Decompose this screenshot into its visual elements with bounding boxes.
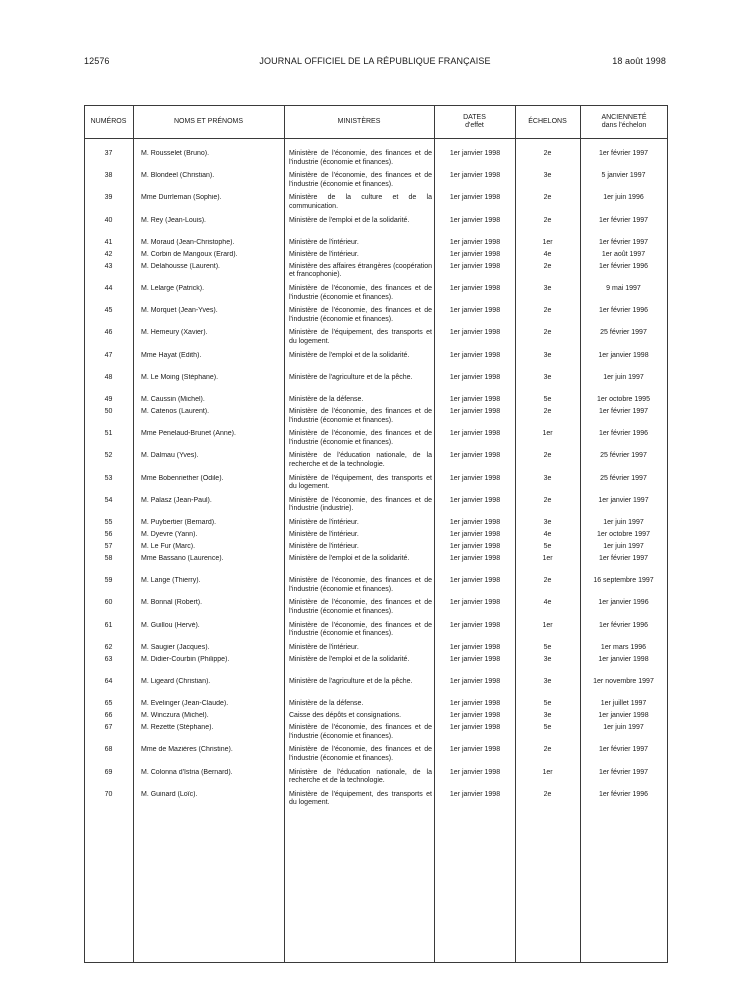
journal-title: JOURNAL OFFICIEL DE LA RÉPUBLIQUE FRANÇAISE	[259, 56, 491, 66]
row-date: 1er janvier 1998	[449, 396, 501, 403]
column-header-ministeres	[284, 105, 434, 138]
table-row	[84, 475, 668, 492]
row-ministry: Ministère de l'intérieur.	[289, 519, 359, 526]
row-ministry: Ministère de l'économie, des finances et de l'industrie (économie et finances).	[289, 599, 432, 615]
row-anciennete: 1er février 1997	[598, 238, 649, 246]
row-name: M. Colonna d'Istria (Bernard).	[141, 768, 233, 776]
table-row	[84, 724, 668, 741]
table-row	[84, 307, 668, 324]
row-anciennete: 25 février 1997	[600, 474, 647, 482]
row-name: M. Catenos (Laurent).	[141, 408, 210, 415]
row-date: 1er janvier 1998	[449, 599, 501, 607]
row-date: 1er janvier 1998	[449, 700, 501, 708]
row-ministry: Ministère de l'équipement, des transports et du logement.	[289, 474, 432, 491]
table-row	[84, 194, 668, 211]
column-header-label: MINISTÈRES	[337, 117, 381, 125]
row-date: 1er janvier 1998	[449, 351, 501, 359]
column-header-dates	[434, 105, 515, 138]
row-anciennete: 1er février 1996	[598, 621, 649, 629]
table-row	[84, 791, 668, 808]
row-echelon: 2e	[543, 307, 552, 315]
column-header-label: ANCIENNETÉ	[601, 114, 647, 121]
row-echelon: 2e	[543, 577, 552, 585]
row-number: 54	[104, 496, 113, 504]
row-echelon: 3e	[543, 655, 552, 663]
row-name: M. Bonnal (Robert).	[141, 599, 203, 607]
row-echelon: 1er	[542, 238, 553, 246]
row-ministry: Ministère de l'intérieur.	[289, 531, 359, 538]
row-ministry: Ministère de l'équipement, des transports et du logement.	[289, 329, 432, 345]
row-number: 69	[104, 768, 113, 776]
row-number: 59	[104, 577, 113, 585]
row-echelon: 1er	[542, 621, 553, 629]
row-anciennete: 5 janvier 1997	[601, 172, 646, 180]
row-name: M. Dalmau (Yves).	[141, 452, 199, 460]
table-row	[84, 352, 668, 369]
row-ministry: Ministère de l'économie, des finances et de l'industrie (économie et finances).	[289, 172, 432, 188]
row-number: 60	[104, 599, 113, 607]
row-name: M. Guinard (Loïc).	[141, 790, 198, 798]
row-number: 44	[104, 285, 113, 292]
table-row	[84, 217, 668, 234]
row-date: 1er janvier 1998	[449, 643, 501, 651]
row-anciennete: 1er août 1997	[601, 250, 646, 258]
row-date: 1er janvier 1998	[449, 285, 501, 292]
row-echelon: 4e	[543, 531, 552, 538]
row-echelon: 2e	[543, 329, 552, 337]
row-echelon: 2e	[543, 496, 552, 504]
row-echelon: 3e	[543, 373, 552, 381]
row-echelon: 5e	[543, 724, 552, 732]
row-number: 70	[104, 790, 113, 798]
row-number: 61	[104, 621, 113, 629]
row-date: 1er janvier 1998	[449, 577, 501, 585]
row-echelon: 3e	[543, 285, 552, 292]
row-echelon: 1er	[542, 768, 553, 776]
row-echelon: 5e	[543, 700, 552, 708]
row-date: 1er janvier 1998	[449, 250, 501, 258]
row-number: 57	[104, 543, 113, 550]
row-ministry: Ministère de l'économie, des finances et de l'industrie (économie et finances).	[289, 285, 432, 301]
row-anciennete: 1er février 1997	[598, 768, 649, 776]
row-anciennete: 1er janvier 1998	[598, 351, 649, 359]
row-date: 1er janvier 1998	[449, 746, 501, 754]
row-name: M. Saugier (Jacques).	[141, 643, 210, 651]
column-header-numeros	[84, 105, 133, 138]
row-name: Mme Bobenriether (Odile).	[141, 474, 224, 482]
row-date: 1er janvier 1998	[449, 262, 501, 270]
row-echelon: 3e	[543, 172, 552, 180]
row-anciennete: 1er octobre 1997	[597, 531, 650, 538]
row-name: M. Le Fur (Marc).	[141, 543, 196, 550]
row-ministry: Ministère de l'éducation nationale, de la recherche et de la technologie.	[289, 452, 432, 468]
row-number: 51	[104, 430, 113, 438]
row-echelon: 5e	[543, 396, 552, 403]
row-date: 1er janvier 1998	[449, 555, 501, 562]
row-name: M. Rezette (Stéphane).	[141, 724, 214, 732]
row-date: 1er janvier 1998	[449, 655, 501, 663]
appointments-table	[84, 105, 668, 963]
row-name: M. Blondeel (Christian).	[141, 172, 215, 180]
row-ministry: Ministère de l'économie, des finances et de l'industrie (industrie).	[289, 496, 432, 513]
row-anciennete: 1er juin 1997	[603, 519, 644, 526]
row-date: 1er janvier 1998	[449, 724, 501, 732]
table-row	[84, 555, 668, 572]
table-row	[84, 531, 668, 540]
row-date: 1er janvier 1998	[449, 543, 501, 550]
row-date: 1er janvier 1998	[449, 452, 501, 460]
row-name: M. Palasz (Jean-Paul).	[141, 496, 212, 504]
row-number: 37	[104, 150, 113, 157]
row-ministry: Ministère de l'économie, des finances et de l'industrie (économie et finances).	[289, 150, 432, 166]
row-ministry: Ministère de l'emploi et de la solidarité.	[289, 555, 410, 562]
row-name: M. Didier-Courbin (Philippe).	[141, 655, 230, 663]
row-date: 1er janvier 1998	[449, 712, 501, 720]
row-date: 1er janvier 1998	[449, 519, 501, 526]
row-number: 48	[104, 373, 113, 381]
row-name: M. Hemeury (Xavier).	[141, 329, 208, 337]
row-date: 1er janvier 1998	[449, 430, 501, 438]
row-ministry: Ministère de l'intérieur.	[289, 543, 359, 550]
row-name: M. Lelarge (Patrick).	[141, 285, 205, 292]
row-date: 1er janvier 1998	[449, 172, 501, 180]
row-number: 66	[104, 712, 113, 720]
row-anciennete: 16 septembre 1997	[593, 577, 654, 585]
row-number: 56	[104, 531, 113, 538]
row-number: 65	[104, 700, 113, 708]
row-date: 1er janvier 1998	[449, 768, 501, 776]
table-row	[84, 769, 668, 786]
row-anciennete: 1er novembre 1997	[593, 678, 654, 685]
row-number: 50	[104, 408, 113, 415]
row-anciennete: 1er février 1997	[598, 746, 649, 754]
row-ministry: Ministère de l'économie, des finances et de l'industrie (économie et finances).	[289, 307, 432, 323]
row-ministry: Ministère de la défense.	[289, 700, 364, 708]
row-name: M. Rey (Jean-Louis).	[141, 216, 206, 224]
row-number: 58	[104, 555, 113, 562]
row-number: 63	[104, 655, 113, 663]
table-row	[84, 656, 668, 673]
table-row	[84, 644, 668, 653]
row-date: 1er janvier 1998	[449, 621, 501, 629]
row-date: 1er janvier 1998	[449, 408, 501, 415]
column-header-label: NUMÉROS	[90, 117, 127, 125]
row-number: 40	[104, 216, 113, 224]
row-anciennete: 1er janvier 1996	[598, 599, 649, 607]
row-date: 1er janvier 1998	[449, 238, 501, 246]
row-number: 42	[104, 250, 113, 258]
row-anciennete: 1er janvier 1998	[598, 655, 649, 663]
row-ministry: Ministère de l'emploi et de la solidarité.	[289, 216, 410, 224]
column-header-echelons	[515, 105, 580, 138]
table-row	[84, 263, 668, 280]
row-anciennete: 1er octobre 1995	[597, 396, 650, 403]
row-echelon: 3e	[543, 351, 552, 359]
table-row	[84, 712, 668, 721]
row-ministry: Caisse des dépôts et consignations.	[289, 712, 402, 720]
row-name: M. Caussin (Michel).	[141, 396, 205, 403]
row-ministry: Ministère des affaires étrangères (coopération et francophonie).	[289, 262, 432, 279]
row-echelon: 5e	[543, 643, 552, 651]
table-row	[84, 700, 668, 709]
column-header-noms	[133, 105, 284, 138]
row-ministry: Ministère de l'économie, des finances et de l'industrie (économie et finances).	[289, 621, 432, 638]
row-number: 62	[104, 643, 113, 651]
row-name: M. Rousselet (Bruno).	[141, 150, 210, 157]
row-name: Mme de Mazières (Christine).	[141, 746, 233, 754]
row-ministry: Ministère de l'économie, des finances et de l'industrie (économie et finances).	[289, 430, 432, 446]
row-number: 43	[104, 262, 113, 270]
row-echelon: 2e	[543, 262, 552, 270]
row-echelon: 3e	[543, 519, 552, 526]
row-number: 41	[104, 238, 113, 246]
row-name: M. Le Moing (Stéphane).	[141, 373, 219, 381]
row-ministry: Ministère de l'intérieur.	[289, 643, 359, 651]
row-ministry: Ministère de l'agriculture et de la pêche.	[289, 678, 413, 685]
row-date: 1er janvier 1998	[449, 531, 501, 538]
row-name: M. Morquet (Jean-Yves).	[141, 307, 218, 315]
row-anciennete: 1er février 1997	[598, 408, 649, 415]
row-ministry: Ministère de l'intérieur.	[289, 250, 359, 258]
row-echelon: 2e	[543, 452, 552, 460]
row-ministry: Ministère de l'économie, des finances et de l'industrie (économie et finances).	[289, 746, 432, 762]
row-anciennete: 1er janvier 1998	[598, 712, 649, 720]
row-name: Mme Hayat (Edith).	[141, 351, 202, 359]
row-anciennete: 1er février 1996	[598, 430, 649, 438]
row-echelon: 2e	[543, 194, 552, 202]
row-name: M. Ligeard (Christian).	[141, 678, 211, 685]
row-anciennete: 1er juin 1997	[603, 724, 644, 732]
table-row	[84, 329, 668, 346]
row-number: 67	[104, 724, 113, 732]
table-row	[84, 172, 668, 189]
row-anciennete: 1er février 1997	[598, 555, 649, 562]
row-date: 1er janvier 1998	[449, 790, 501, 798]
row-anciennete: 1er février 1997	[598, 150, 649, 157]
column-header-label: NOMS ET PRÉNOMS	[173, 117, 244, 125]
row-name: M. Evelinger (Jean-Claude).	[141, 700, 229, 708]
row-ministry: Ministère de l'emploi et de la solidarité.	[289, 351, 410, 359]
row-name: M. Corbin de Mangoux (Erard).	[141, 250, 238, 258]
row-number: 53	[104, 474, 113, 482]
table-row	[84, 519, 668, 528]
column-header-anciennete	[580, 105, 668, 138]
row-echelon: 4e	[543, 250, 552, 258]
row-date: 1er janvier 1998	[449, 194, 501, 202]
row-number: 52	[104, 452, 113, 460]
row-number: 68	[104, 746, 113, 754]
row-name: Mme Penelaud-Brunet (Anne).	[141, 430, 236, 438]
row-number: 46	[104, 329, 113, 337]
row-echelon: 2e	[543, 150, 552, 157]
row-ministry: Ministère de l'emploi et de la solidarité.	[289, 655, 410, 663]
row-number: 38	[104, 172, 113, 180]
table-row	[84, 678, 668, 695]
row-ministry: Ministère de l'éducation nationale, de la recherche et de la technologie.	[289, 768, 432, 785]
table-row	[84, 622, 668, 639]
table-row	[84, 599, 668, 616]
column-header-label: DATES	[463, 114, 486, 121]
row-number: 45	[104, 307, 113, 315]
row-ministry: Ministère de l'économie, des finances et de l'industrie (économie et finances).	[289, 724, 432, 740]
table-row	[84, 285, 668, 302]
row-echelon: 3e	[543, 474, 552, 482]
row-anciennete: 1er juin 1996	[603, 194, 644, 202]
row-anciennete: 25 février 1997	[600, 452, 647, 460]
table-row	[84, 396, 668, 405]
table-row	[84, 497, 668, 514]
row-echelon: 2e	[543, 408, 552, 415]
row-echelon: 1er	[542, 430, 553, 438]
row-anciennete: 1er janvier 1997	[598, 496, 649, 504]
row-ministry: Ministère de l'agriculture et de la pêche.	[289, 373, 413, 381]
row-name: M. Lange (Thierry).	[141, 577, 201, 585]
row-date: 1er janvier 1998	[449, 496, 501, 504]
row-echelon: 5e	[543, 543, 552, 550]
row-echelon: 2e	[543, 216, 552, 224]
row-echelon: 1er	[542, 555, 553, 562]
row-number: 64	[104, 678, 113, 685]
row-date: 1er janvier 1998	[449, 307, 501, 315]
page-header	[84, 56, 666, 70]
row-ministry: Ministère de la défense.	[289, 396, 364, 403]
row-ministry: Ministère de l'économie, des finances et de l'industrie (économie et finances).	[289, 577, 432, 593]
row-ministry: Ministère de l'économie, des finances et de l'industrie (économie et finances).	[289, 408, 432, 424]
row-echelon: 2e	[543, 790, 552, 798]
table-row	[84, 251, 668, 260]
row-echelon: 3e	[543, 712, 552, 720]
row-anciennete: 9 mai 1997	[606, 285, 641, 292]
row-anciennete: 1er juin 1997	[603, 373, 644, 381]
row-name: M. Moraud (Jean-Christophe).	[141, 238, 235, 246]
row-echelon: 3e	[543, 678, 552, 685]
row-date: 1er janvier 1998	[449, 329, 501, 337]
row-name: Mme Durrleman (Sophie).	[141, 194, 222, 202]
row-date: 1er janvier 1998	[449, 678, 501, 685]
page-number: 12576	[84, 56, 110, 66]
row-anciennete: 1er juin 1997	[603, 543, 644, 550]
row-number: 39	[104, 194, 113, 202]
row-echelon: 4e	[543, 599, 552, 607]
row-anciennete: 1er juillet 1997	[600, 700, 647, 708]
row-ministry: Ministère de la culture et de la communication.	[289, 194, 432, 210]
column-header-label: ÉCHELONS	[528, 117, 567, 125]
table-row	[84, 543, 668, 552]
row-anciennete: 1er février 1997	[598, 216, 649, 224]
table-row	[84, 150, 668, 167]
row-name: M. Winczura (Michel).	[141, 712, 209, 720]
row-number: 55	[104, 519, 113, 526]
row-anciennete: 1er mars 1996	[600, 643, 647, 651]
table-row	[84, 746, 668, 763]
publication-date: 18 août 1998	[612, 56, 666, 66]
row-ministry: Ministère de l'intérieur.	[289, 238, 359, 246]
table-row	[84, 577, 668, 594]
row-anciennete: 1er février 1996	[598, 262, 649, 270]
row-anciennete: 1er février 1996	[598, 790, 649, 798]
row-date: 1er janvier 1998	[449, 150, 501, 157]
row-name: M. Dyevre (Yann).	[141, 531, 198, 538]
row-anciennete: 25 février 1997	[600, 329, 647, 337]
row-name: Mme Bassano (Laurence).	[141, 555, 224, 562]
table-row	[84, 452, 668, 469]
row-date: 1er janvier 1998	[449, 474, 501, 482]
row-name: M. Guillou (Hervé).	[141, 621, 200, 629]
table-row	[84, 374, 668, 391]
row-name: M. Delahousse (Laurent).	[141, 262, 220, 270]
row-ministry: Ministère de l'équipement, des transports et du logement.	[289, 790, 432, 807]
row-echelon: 2e	[543, 746, 552, 754]
row-number: 47	[104, 351, 113, 359]
column-header-sublabel: d'effet	[465, 121, 484, 129]
table-row	[84, 408, 668, 425]
table-row	[84, 239, 668, 248]
row-date: 1er janvier 1998	[449, 216, 501, 224]
row-name: M. Puybertier (Bernard).	[141, 519, 217, 526]
column-header-sublabel: dans l'échelon	[601, 121, 647, 129]
row-date: 1er janvier 1998	[449, 373, 501, 381]
table-row	[84, 430, 668, 447]
row-number: 49	[104, 396, 113, 403]
row-anciennete: 1er février 1996	[598, 307, 649, 315]
